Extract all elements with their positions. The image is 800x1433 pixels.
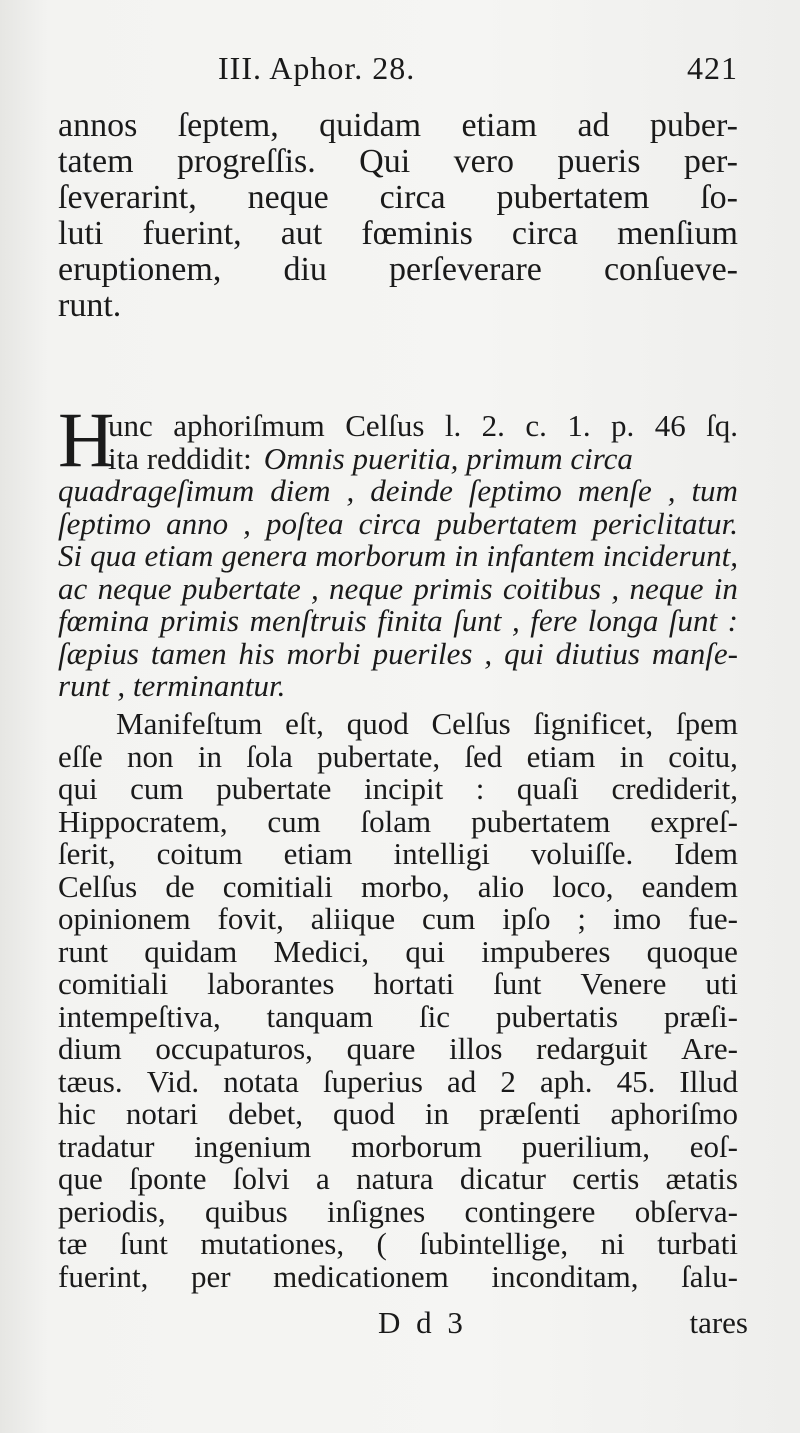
word: etiam (283, 836, 353, 871)
word: etiam (144, 538, 214, 573)
word: qua (90, 538, 137, 573)
word: pubertatem (436, 505, 578, 541)
word: fovit, (217, 901, 284, 936)
text-line (58, 773, 738, 806)
word: unc (108, 408, 153, 443)
word: incipit (363, 771, 444, 806)
text-line (58, 998, 738, 1034)
text-line (58, 635, 738, 671)
word: crediderit, (611, 771, 738, 806)
word: neque (97, 570, 172, 606)
word: dium (58, 1031, 122, 1066)
word: tamen (150, 635, 227, 671)
text-line (58, 570, 738, 606)
text-line (58, 738, 738, 774)
word: Celſus (345, 408, 425, 443)
word: pueriles (372, 635, 473, 671)
word: ſolam (360, 803, 432, 839)
word: per- (683, 143, 738, 180)
word: tæus. (58, 1063, 123, 1099)
word: que (58, 1161, 103, 1196)
word: ætatis (665, 1161, 738, 1196)
word: deinde (370, 473, 453, 508)
page-number: 421 (687, 50, 738, 86)
word: eandem (641, 868, 738, 904)
word: periclitatur. (592, 505, 738, 541)
text-line (58, 252, 738, 288)
word: ſolvi (232, 1161, 290, 1196)
word: p. (611, 408, 635, 443)
word: diem (270, 473, 331, 508)
word: circa (511, 215, 578, 252)
word: uti (705, 966, 738, 1001)
word: Qui (359, 143, 411, 180)
word: perſeverare (388, 251, 542, 288)
word: neque (629, 570, 704, 606)
word: qui (405, 933, 445, 969)
word: in (197, 738, 222, 774)
word: Are- (681, 1031, 738, 1066)
word: puber- (649, 107, 738, 144)
word: aut (280, 215, 323, 252)
word: fere (530, 603, 578, 638)
word: qui (58, 771, 98, 806)
word: in (619, 738, 644, 774)
word: ſignificet, (533, 706, 654, 741)
word: Venere (580, 966, 667, 1001)
word: Idem (674, 836, 738, 871)
word: quadrageſimum (58, 473, 255, 508)
word: finita (377, 603, 443, 638)
word: inſignes (327, 1193, 426, 1229)
word: quidam (319, 107, 422, 144)
word: diutius (555, 635, 640, 671)
word: , (667, 473, 676, 508)
word: fœmina (58, 603, 150, 638)
word: mutationes, (200, 1226, 345, 1261)
drop-capital: H (58, 396, 115, 483)
text-line (58, 1063, 738, 1099)
text-line (58, 1228, 738, 1261)
word: a (316, 1161, 330, 1196)
text-line (58, 1033, 738, 1066)
word: Illud (679, 1063, 738, 1099)
word: pubertate, (317, 738, 441, 774)
word: puerilium, (521, 1128, 651, 1164)
word: contingere (464, 1193, 596, 1229)
word: aliique (310, 901, 396, 936)
word: 46 (654, 408, 686, 443)
text-line (58, 803, 738, 839)
text-line (58, 1193, 738, 1229)
word: ipſo (502, 901, 551, 936)
word: Vid. (146, 1063, 200, 1099)
word: intelligi (393, 836, 490, 871)
text-line (58, 1163, 738, 1196)
word: , (311, 570, 319, 606)
word: circa (358, 505, 422, 541)
word: ( (376, 1226, 387, 1261)
text-line (58, 968, 738, 1001)
word: , (346, 473, 355, 508)
text-line (58, 1258, 738, 1294)
word: pubertate (181, 570, 301, 606)
word: morbo, (360, 868, 450, 904)
word: in (454, 538, 479, 573)
word: tatem (58, 143, 134, 180)
word: morborum (315, 538, 447, 573)
word: ſunt (493, 966, 542, 1001)
word: in (713, 570, 738, 606)
text-line (58, 144, 738, 180)
word: turbati (657, 1226, 738, 1261)
text-line (58, 1128, 738, 1164)
word: eſſe (58, 738, 103, 774)
word: ſponte (129, 1161, 207, 1196)
word: progreſſis. (176, 143, 316, 180)
word: menſtruis (249, 603, 367, 638)
word: intempeſtiva, (58, 998, 221, 1034)
word: dicatur (459, 1161, 546, 1196)
text-line (58, 838, 738, 871)
word: alio (477, 868, 525, 904)
word: illos (449, 1031, 503, 1066)
word: Medici, (273, 933, 370, 969)
word: qui (504, 635, 544, 671)
word: ſunt (119, 1226, 168, 1261)
word: per (190, 1258, 231, 1294)
word: luti (58, 215, 104, 252)
word: fuerint, (142, 215, 242, 252)
word: impuberes (481, 933, 611, 969)
word: quidam (144, 933, 238, 969)
word: ſo- (700, 179, 738, 216)
word: redarguit (536, 1031, 648, 1066)
word: ſpem (675, 706, 738, 741)
word: Si (58, 538, 83, 573)
word: , (484, 635, 493, 671)
word: quibus (204, 1193, 288, 1229)
word: 2. (481, 408, 505, 443)
word: menſium (617, 215, 738, 252)
word: 45. (616, 1063, 656, 1099)
page-footer (0, 1305, 800, 1345)
word: ſed (464, 738, 503, 774)
word: fue- (688, 901, 738, 936)
word: , (511, 603, 520, 638)
word: medicationem (273, 1258, 449, 1294)
word: ſeverarint, (58, 179, 197, 216)
word: inconditam, (491, 1258, 639, 1294)
word: circa (379, 179, 446, 216)
word: neque (247, 179, 329, 216)
word: quare (346, 1031, 416, 1066)
word: ac (58, 570, 88, 606)
word: imo (612, 901, 662, 936)
word: opinionem (58, 901, 191, 936)
word: ſeptem, (177, 107, 279, 144)
word: ſola (246, 738, 293, 774)
word: ad (447, 1063, 477, 1099)
text-line (58, 505, 738, 541)
word: præſi- (663, 998, 738, 1034)
word: obſerva- (634, 1193, 738, 1229)
running-header (0, 50, 800, 90)
word: morbi (286, 635, 361, 671)
word: tum (691, 473, 738, 508)
word: cum (267, 803, 321, 839)
word: diu (283, 251, 327, 288)
word: primis (159, 603, 240, 638)
word: de (165, 868, 195, 904)
word: aph. (539, 1063, 593, 1099)
word: loco, (552, 868, 614, 904)
word: manſe- (651, 635, 738, 671)
word: neque (329, 570, 404, 606)
text-line (58, 540, 738, 573)
word: periodis, (58, 1193, 166, 1229)
word: cum (130, 771, 184, 806)
word: 2 (500, 1063, 516, 1099)
word: in (424, 1096, 450, 1131)
word: voluiſſe. (530, 836, 634, 871)
word: tanquam (266, 998, 374, 1034)
word: morborum (351, 1128, 482, 1164)
word: hortati (373, 966, 455, 1001)
word: pubertatem (496, 179, 650, 216)
word: conſueve- (603, 251, 738, 288)
word: fœminis (361, 215, 473, 252)
word: , (243, 505, 251, 541)
word: pubertatis (495, 998, 619, 1034)
word: vero (453, 143, 514, 180)
word: coitum (156, 836, 243, 871)
word: ſalu- (681, 1258, 738, 1294)
word: non (127, 738, 174, 774)
text-line (58, 605, 738, 638)
text-line (58, 708, 738, 741)
text-line: runt , terminantur. (58, 668, 286, 703)
word: longa (587, 603, 659, 638)
text-line (58, 216, 738, 252)
word: ni (600, 1226, 625, 1261)
word: : (475, 771, 485, 806)
word: ſic (419, 998, 451, 1034)
word: primis (413, 570, 493, 606)
word: anno (166, 505, 229, 541)
word: notari (125, 1096, 199, 1131)
word: coitu, (668, 738, 738, 774)
word: Hippocratem, (58, 803, 228, 839)
word: certis (572, 1161, 640, 1196)
word: c. (525, 408, 547, 443)
word: ſunt (668, 603, 718, 638)
header-title: III. Aphor. 28. (218, 50, 416, 86)
word: ; (577, 901, 587, 936)
word: tradatur (58, 1128, 155, 1164)
word: ſubintellige, (419, 1226, 569, 1261)
commentary-quotation (58, 410, 738, 703)
word: Celſus (58, 868, 138, 904)
word: aphoriſmum (173, 408, 325, 443)
word: , (611, 570, 620, 606)
word: natura (356, 1161, 434, 1196)
word: comitiali (222, 868, 333, 904)
text-line (58, 933, 738, 969)
word: ſerit, (58, 836, 116, 871)
word: coitibus (502, 570, 602, 606)
word: annos (58, 107, 138, 144)
word: debet, (228, 1096, 303, 1131)
word: quoque (646, 933, 738, 969)
text-line (58, 108, 738, 144)
word: ſq. (706, 408, 738, 443)
word: ſuperius (323, 1063, 423, 1099)
word: inciderunt, (602, 538, 738, 573)
word: etiam (526, 738, 596, 774)
word: expreſ- (650, 803, 738, 839)
text-line (58, 903, 738, 936)
word: laborantes (207, 966, 335, 1001)
word: infantem (486, 538, 595, 573)
word: runt (58, 933, 108, 969)
word: menſe (577, 473, 652, 508)
word: cum (422, 901, 476, 936)
word: pubertate (216, 771, 332, 806)
word: notata (223, 1063, 299, 1099)
text-line (58, 868, 738, 904)
word: quaſi (516, 771, 579, 806)
word: præſenti (478, 1096, 581, 1131)
word: Manifeſtum (116, 706, 263, 741)
word: eoſ- (689, 1128, 738, 1164)
text-segment-roman: ita reddidit: (108, 440, 252, 476)
word: : (727, 603, 738, 638)
text-line: runt. (58, 287, 122, 324)
word: quod (332, 1096, 395, 1131)
word: his (238, 635, 275, 671)
word: 1. (567, 408, 591, 443)
text-segment-italic: Omnis pueritia, primum circa (263, 440, 633, 476)
word: quod (346, 706, 409, 741)
text-line (58, 410, 738, 443)
text-line (58, 475, 738, 508)
commentary-paragraph (58, 708, 738, 1293)
word: fuerint, (58, 1258, 149, 1294)
signature-mark: D d 3 (378, 1305, 467, 1340)
word: ſæpius (58, 635, 139, 671)
word: comitiali (58, 966, 169, 1001)
continued-paragraph (58, 108, 738, 324)
word: aphoriſmo (610, 1096, 738, 1131)
word: Celſus (431, 706, 511, 741)
word: tæ (58, 1226, 88, 1261)
word: ſunt (453, 603, 502, 638)
word: ad (577, 107, 610, 144)
text-line (58, 440, 738, 476)
word: etiam (461, 107, 538, 144)
word: poſtea (265, 505, 344, 541)
word: ingenium (194, 1128, 312, 1164)
word: ſeptimo (58, 505, 151, 541)
word: ſeptimo (468, 473, 562, 508)
text-line (58, 180, 738, 216)
text-line (58, 1098, 738, 1131)
word: eſt, (285, 706, 324, 741)
word: eruptionem, (58, 251, 222, 288)
word: pueris (557, 143, 641, 180)
word: occupaturos, (155, 1031, 313, 1066)
word: l. (444, 408, 462, 443)
word: genera (221, 538, 308, 573)
catchword: tares (689, 1305, 748, 1340)
word: hic (58, 1096, 96, 1131)
word: pubertatem (470, 803, 611, 839)
